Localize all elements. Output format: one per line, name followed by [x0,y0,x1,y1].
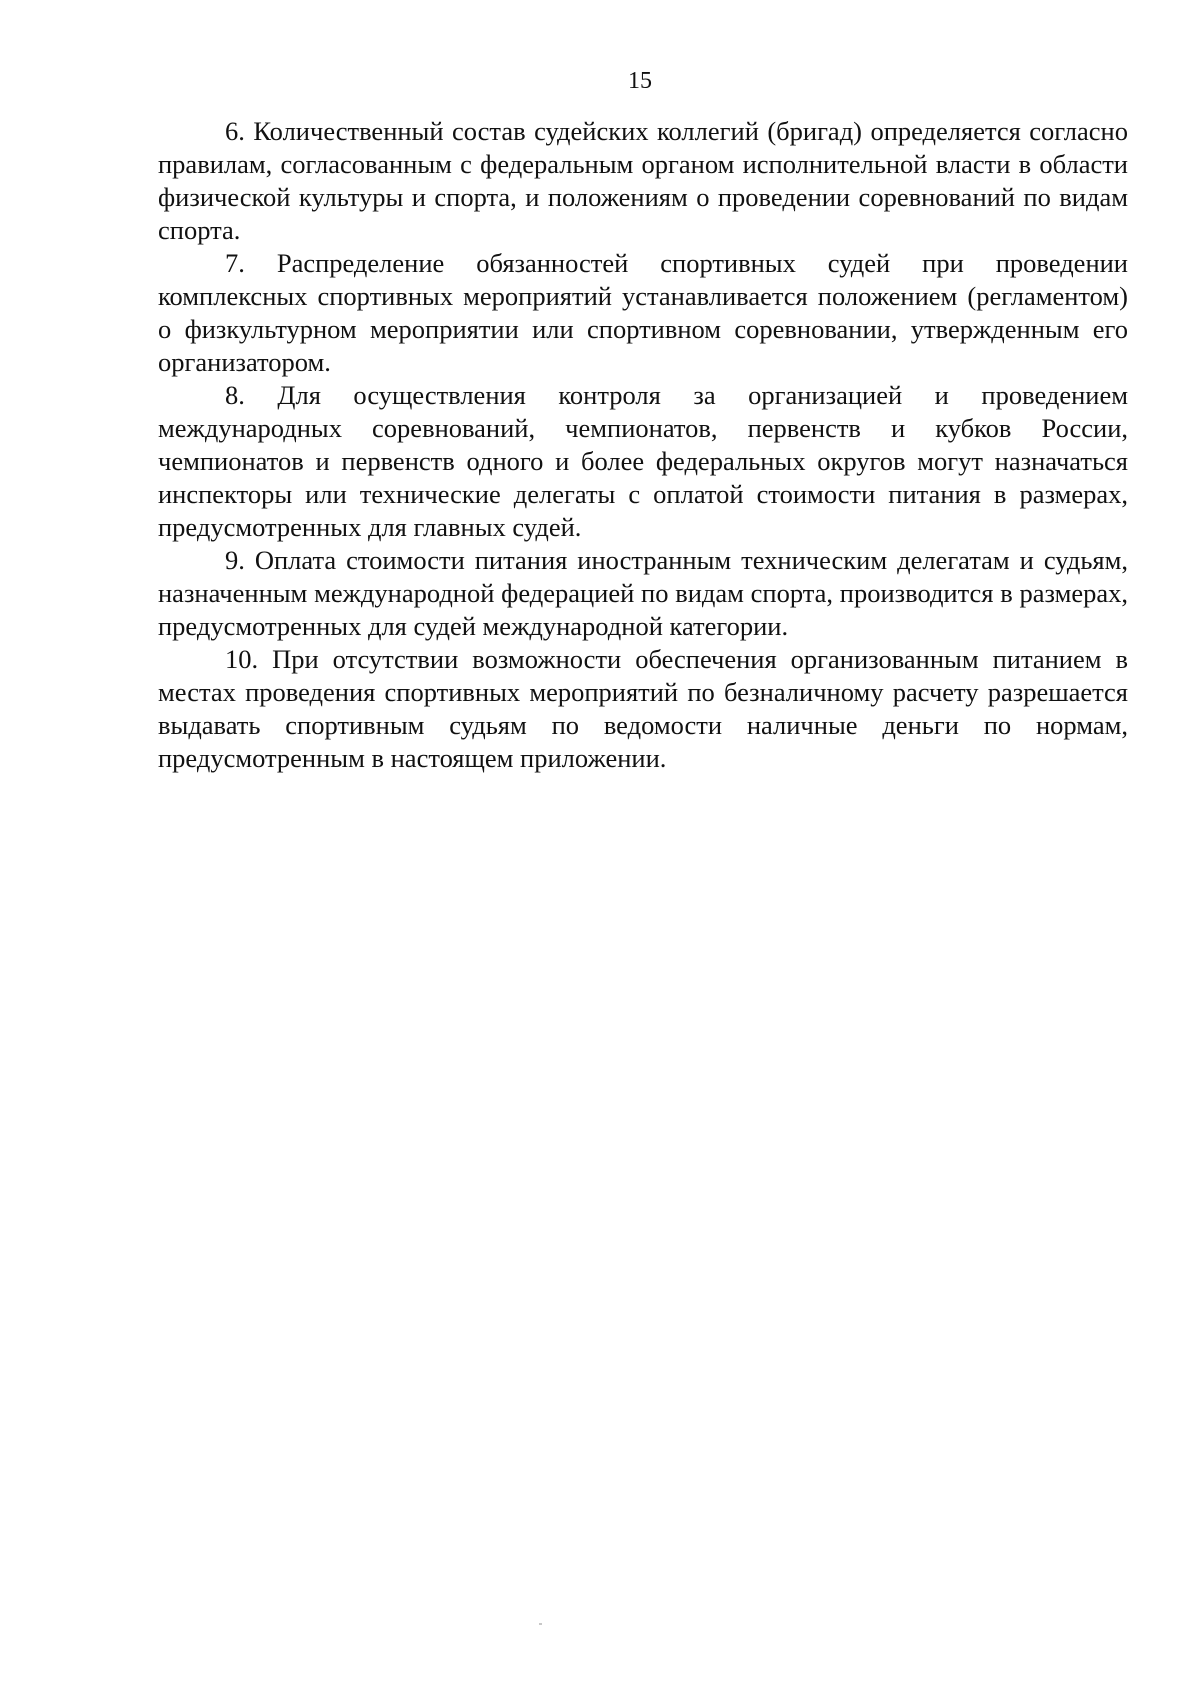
paragraph-9: 9. Оплата стоимости питания иностранным техническим делегатам и судьям, назначенным международной федерацией по видам спорта, производится в размерах, предусмотренных для судей международной категории. [158,545,1128,641]
page-number: 15 [628,68,652,94]
scan-speck [539,1623,542,1625]
paragraph-6: 6. Количественный состав судейских коллегий (бригад) определяется согласно правилам, согласованным с федеральным органом исполнительной власти в области физической культуры и спорта, и положениям о проведении соревнований по видам спорта. [158,116,1128,245]
paragraph-7: 7. Распределение обязанностей спортивных судей при проведении комплексных спортивных мероприятий устанавливается положением (регламентом) о физкультурном мероприятии или спортивном соревновании, утвержденным его организатором. [158,248,1128,377]
document-body [158,115,1128,775]
paragraph-10: 10. При отсутствии возможности обеспечения организованным питанием в местах проведения спортивных мероприятий по безналичному расчету разрешается выдавать спортивным судьям по ведомости наличные деньги по нормам, предусмотренным в настоящем приложении. [158,644,1128,773]
paragraph-8: 8. Для осуществления контроля за организацией и проведением международных соревнований, чемпионатов, первенств и кубков России, чемпионатов и первенств одного и более федеральных округов могут назначаться инспекторы или технические делегаты с оплатой стоимости питания в размерах, предусмотренных для главных судей. [158,380,1128,542]
